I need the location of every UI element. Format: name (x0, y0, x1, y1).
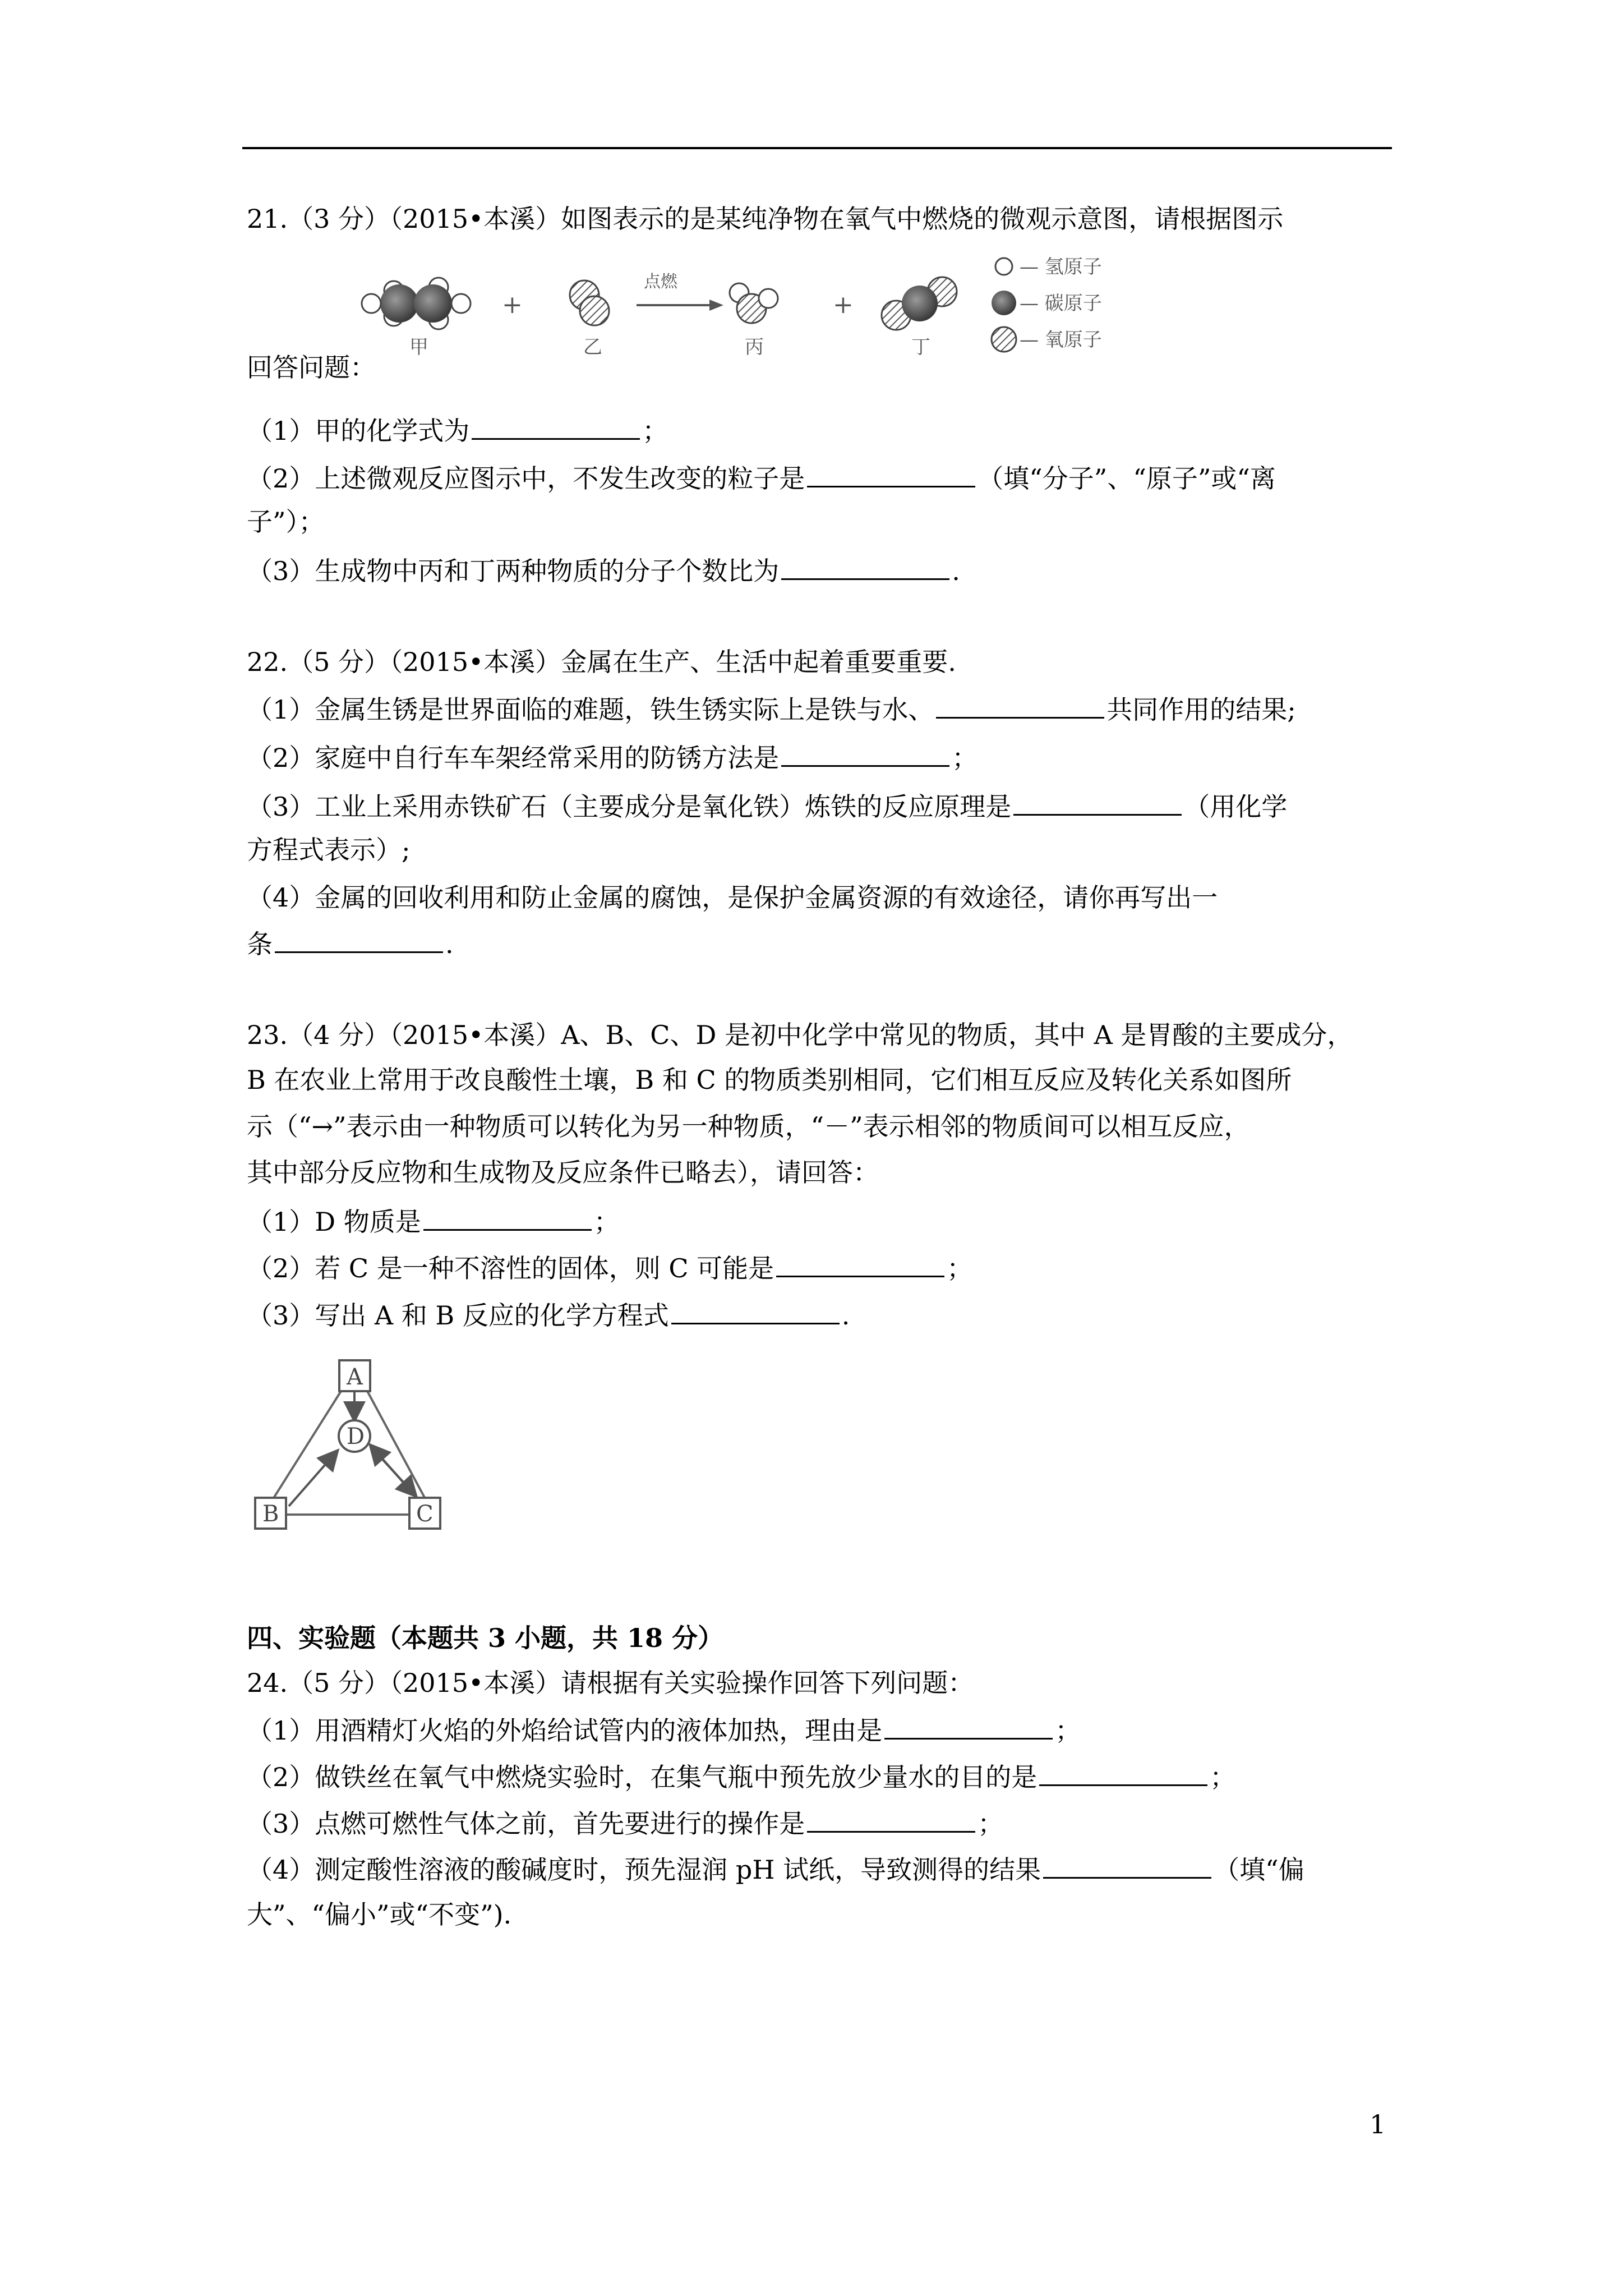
q24-item-2: （2）做铁丝在氧气中燃烧实验时，在集气瓶中预先放少量水的目的是 ； (247, 1759, 1235, 1794)
hydrogen-atom-icon (995, 258, 1012, 275)
plus-sign: + (833, 291, 854, 319)
link-a-c (367, 1391, 426, 1501)
plus-sign: + (502, 291, 523, 319)
answer-blank[interactable] (472, 412, 640, 440)
q22-item-4: （4）金属的回收利用和防止金属的腐蚀，是保护金属资源的有效途径，请你再写出一 (247, 882, 1218, 913)
arrow-label: 点燃 (644, 272, 677, 292)
answer-blank[interactable] (781, 553, 949, 580)
q21-item-2-cont: 子”）； (247, 507, 325, 537)
q23-item-2: （2）若 C 是一种不溶性的固体，则 C 可能是 ； (247, 1250, 972, 1285)
q21-reaction-diagram (359, 247, 1178, 359)
q24-stem: 24.（5 分）（2015•本溪）请根据有关实验操作回答下列问题： (247, 1668, 974, 1698)
node-a-label: A (347, 1364, 363, 1390)
oxygen-atom-icon (992, 327, 1016, 352)
answer-blank[interactable] (807, 1805, 975, 1833)
q22-item-4-cont: 条 . (247, 926, 454, 961)
answer-blank[interactable] (936, 691, 1104, 719)
arrow-b-to-d (289, 1452, 336, 1506)
link-a-b (272, 1391, 341, 1501)
q23-item-3: （3）写出 A 和 B 反应的化学方程式 . (247, 1297, 850, 1332)
node-b-label: B (262, 1501, 279, 1527)
answer-blank[interactable] (1039, 1759, 1207, 1786)
label-ding: 丁 (911, 336, 930, 358)
legend-carbon: — 碳原子 (1020, 292, 1102, 315)
q24-item-1: （1）用酒精灯火焰的外焰给试管内的液体加热，理由是 ； (247, 1712, 1081, 1747)
q23-item-1: （1）D 物质是 ； (247, 1203, 620, 1239)
q21-stem-continued: 回答问题： (247, 352, 376, 383)
q22-item-3-cont: 方程式表示）; (247, 835, 411, 865)
q21-item-1: （1）甲的化学式为 ； (247, 412, 668, 448)
q22-item-1: （1）金属生锈是世界面临的难题，铁生锈实际上是铁与水、 共同作用的结果; (247, 691, 1296, 726)
answer-blank[interactable] (275, 926, 443, 953)
label-bing: 丙 (745, 336, 764, 358)
atom-legend (992, 256, 1102, 352)
q23-stem-line-1: 23.（4 分）（2015•本溪）A、B、C、D 是初中化学中常见的物质，其中 A 是胃酸的主要成分， (247, 1020, 1353, 1050)
molecule-bing (730, 283, 778, 323)
label-yi: 乙 (583, 336, 602, 358)
answer-blank[interactable] (776, 1250, 944, 1277)
legend-oxygen: — 氧原子 (1020, 329, 1102, 351)
q23-relation-diagram (247, 1358, 460, 1537)
q22-item-3: （3）工业上采用赤铁矿石（主要成分是氧化铁）炼铁的反应原理是 （用化学 (247, 788, 1287, 823)
answer-blank[interactable] (671, 1297, 840, 1324)
q22-item-2: （2）家庭中自行车车架经常采用的防锈方法是 ； (247, 739, 978, 775)
node-d-label: D (347, 1424, 365, 1450)
q21-item-3: （3）生成物中丙和丁两种物质的分子个数比为 . (247, 553, 960, 588)
answer-blank[interactable] (423, 1203, 592, 1231)
answer-blank[interactable] (781, 739, 949, 767)
q22-stem: 22.（5 分）（2015•本溪）金属在生产、生活中起着重要重要. (247, 647, 956, 677)
q23-stem-line-2: B 在农业上常用于改良酸性土壤，B 和 C 的物质类别相同，它们相互反应及转化关系如图所 (247, 1065, 1292, 1095)
section-title: 四、实验题（本题共 3 小题，共 18 分） (247, 1623, 724, 1653)
answer-blank[interactable] (1043, 1851, 1211, 1879)
answer-blank[interactable] (884, 1712, 1053, 1740)
q24-item-4: （4）测定酸性溶液的酸碱度时，预先湿润 pH 试纸，导致测得的结果 （填“偏 (247, 1851, 1304, 1887)
node-c-label: C (416, 1501, 434, 1527)
label-jia: 甲 (409, 336, 428, 358)
molecule-yi (570, 280, 609, 325)
carbon-atom-icon (992, 291, 1016, 315)
q21-item-2: （2）上述微观反应图示中，不发生改变的粒子是 （填“分子”、“原子”或“离 (247, 460, 1276, 495)
arrow-c-to-d (371, 1446, 409, 1489)
molecule-jia (362, 278, 471, 329)
legend-hydrogen: — 氢原子 (1020, 256, 1102, 278)
answer-blank[interactable] (807, 460, 975, 487)
q23-stem-line-4: 其中部分反应物和生成物及反应条件已略去），请回答： (247, 1157, 879, 1188)
arrow-head (709, 300, 723, 311)
molecule-ding (882, 277, 957, 330)
header-rule (242, 147, 1392, 149)
q24-item-3: （3）点燃可燃性气体之前，首先要进行的操作是 ； (247, 1805, 1003, 1841)
q21-stem: 21.（3 分）（2015•本溪）如图表示的是某纯净物在氧气中燃烧的微观示意图，请根据图示 (247, 204, 1284, 234)
answer-blank[interactable] (1013, 788, 1182, 816)
page-number: 1 (1370, 2109, 1386, 2139)
q24-item-4-cont: 大”、“偏小”或“不变”). (247, 1899, 512, 1930)
q23-stem-line-3: 示（“→”表示由一种物质可以转化为另一种物质，“－”表示相邻的物质间可以相互反应， (247, 1111, 1250, 1142)
